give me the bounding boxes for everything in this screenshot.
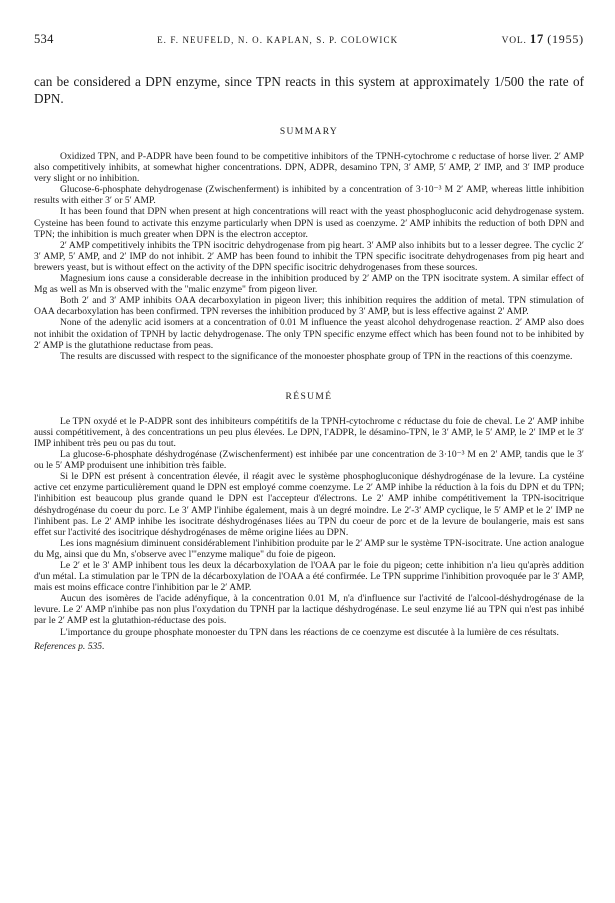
- resume-paragraph: Aucun des isomères de l'acide adényfique, à la concentration 0.01 M, n'a d'influence sur l'activité de l'alcool-déshydrogénase de la levure. Le 2′ AMP n'inhibe pas non plus l'oxydation du TPNH par la lactique déshydrogénase. Le seul enzyme lié au TPN qui n'est pas inhibé par le 2′ AMP est la glutathion-réductase des pois.: [34, 593, 584, 627]
- lead-paragraph: can be considered a DPN enzyme, since TPN reacts in this system at approximately 1/500 the rate of DPN.: [34, 74, 584, 106]
- summary-paragraph: None of the adenylic acid isomers at a concentration of 0.01 M influence the yeast alcohol dehydrogenase reaction. 2′ AMP also does not inhibit the oxidation of TPNH by lactic dehydrogenase. The only TPN specific enzyme effect which has been found not to be inhibited by 2′ AMP is the glutathione reductase from peas.: [34, 317, 584, 351]
- summary-heading: SUMMARY: [279, 127, 339, 137]
- resume-paragraph: Le 2′ et le 3′ AMP inhibent tous les deux la décarboxylation de l'OAA par le foie du pigeon; cette inhibition n'a lieu qu'après addition d'un métal. La stimulation par le TPN de la décarboxylation de l'OAA a été confirmée. Le TPN supprime l'inhibition provoquée par le 3′ AMP, mais est moins efficace contre l'inhibition par le 2′ AMP.: [34, 560, 584, 594]
- summary-section: [34, 151, 584, 362]
- summary-paragraph: 2′ AMP competitively inhibits the TPN isocitric dehydrogenase from pig heart. 3′ AMP also inhibits but to a lesser degree. The cyclic 2′ 3′ AMP, 5′ AMP, and 2′ IMP do not inhibit. 2′ AMP has been found to inhibit the TPN specific isocitrate dehydrogenases from pig heart and brewers yeast, but is without effect on the activity of the DPN specific isocitric dehydrogenases from these sources.: [34, 239, 584, 273]
- resume-paragraph: Le TPN oxydé et le P-ADPR sont des inhibiteurs compétitifs de la TPNH-cytochrome c réductase du foie de cheval. Le 2′ AMP inhibe aussi compétitivement, à des concentrations un peu plus élevées. Le DPN, l'ADPR, le désamino-TPN, le 3′ AMP, le 5′ AMP, le 2′ IMP et le 3′ IMP inhibent très peu ou pas du tout.: [34, 415, 584, 449]
- resume-paragraph: L'importance du groupe phosphate monoester du TPN dans les réactions de ce coenzyme est discutée à la lumière de ces résultats.: [60, 626, 559, 638]
- resume-paragraph: Les ions magnésium diminuent considérablement l'inhibition produite par le 2′ AMP sur le système TPN-isocitrate. Une action analogue du Mg, ainsi que du Mn, s'observe avec l'"enzyme malique" du foie de pigeon.: [34, 537, 584, 560]
- resume-paragraph: Si le DPN est présent à concentration élevée, il réagit avec le système phosphogluconique déshydrogénase de la levure. La cystéine active cet enzyme particulièrement quand le DPN est employé comme coenzyme. Le 2′ AMP inhibe la réduction à la fois du DPN et du TPN; l'inhibition est beaucoup plus grande quand le DPN est l'accepteur d'électrons. Le 2′ AMP inhibe compétitivement la TPN-isocitrique déshydrogénase du coeur du porc. Le 3′ AMP l'inhibe également, mais à un degré moindre. Le 2′-3′ AMP cyclique, le 5′ AMP et le 2′ IMP ne l'inhibent pas. Le 2′ AMP inhibe les isocitrate déshydrogénases liées au TPN du coeur de porc et de la levure de boulangerie, mais est sans effet sur l'activité des isocitrique déshydrogénases de même origine liées au DPN.: [34, 471, 584, 538]
- resume-paragraph: La glucose-6-phosphate déshydrogénase (Zwischenferment) est inhibée par une concentration de 3·10⁻³ M en 2′ AMP, tandis que le 3′ ou le 5′ AMP produisent une inhibition très faible.: [34, 449, 584, 472]
- summary-paragraph: Magnesium ions cause a considerable decrease in the inhibition produced by 2′ AMP on the TPN isocitrate system. A similar effect of Mg as well as Mn is observed with the "malic enzyme" from pigeon liver.: [34, 273, 584, 296]
- summary-paragraph: Oxidized TPN, and P-ADPR have been found to be competitive inhibitors of the TPNH-cytochrome c reductase of horse liver. 2′ AMP also competitively inhibits, at somewhat higher concentrations. DPN, ADPR, desamino TPN, 3′ AMP, 5′ AMP, 2′ IMP, and 3′ IMP produce very slight or no inhibition.: [34, 151, 584, 185]
- journal-volume: [502, 32, 584, 47]
- page: [34, 32, 584, 652]
- resume-section: [34, 416, 584, 638]
- resume-heading: RÉSUMÉ: [285, 391, 333, 402]
- page-number: 534: [34, 32, 54, 46]
- summary-paragraph: It has been found that DPN when present at high concentrations will react with the yeast phosphogluconic acid dehydrogenase system. Cysteine has been found to activate this enzyme particularly when DPN is used as coenzyme. 2′ AMP inhibits the reduction of both DPN and TPN; the inhibition is much greater when DPN is the electron acceptor.: [34, 206, 584, 240]
- summary-paragraph: The results are discussed with respect to the significance of the monoester phosphate group of TPN in the reactions of this coenzyme.: [60, 350, 573, 362]
- summary-paragraph: Both 2′ and 3′ AMP inhibits OAA decarboxylation in pigeon liver; this inhibition requires the addition of metal. TPN stimulation of OAA decarboxylation has been confirmed. TPN reverses the inhibition produced by 3′ AMP, but is less effective against 2′ AMP.: [34, 295, 584, 318]
- volume-number: 17: [529, 32, 544, 46]
- references-note: References p. 535.: [34, 640, 105, 652]
- summary-paragraph: Glucose-6-phosphate dehydrogenase (Zwischenferment) is inhibited by a concentration of 3·10⁻³ M 2′ AMP, whereas little inhibition results with either 3′ or 5′ AMP.: [34, 184, 584, 207]
- publication-year: (1955): [547, 32, 584, 46]
- running-head: [34, 32, 584, 52]
- volume-prefix: VOL.: [501, 36, 527, 46]
- running-head-authors: E. F. NEUFELD, N. O. KAPLAN, S. P. COLOWICK: [157, 35, 399, 45]
